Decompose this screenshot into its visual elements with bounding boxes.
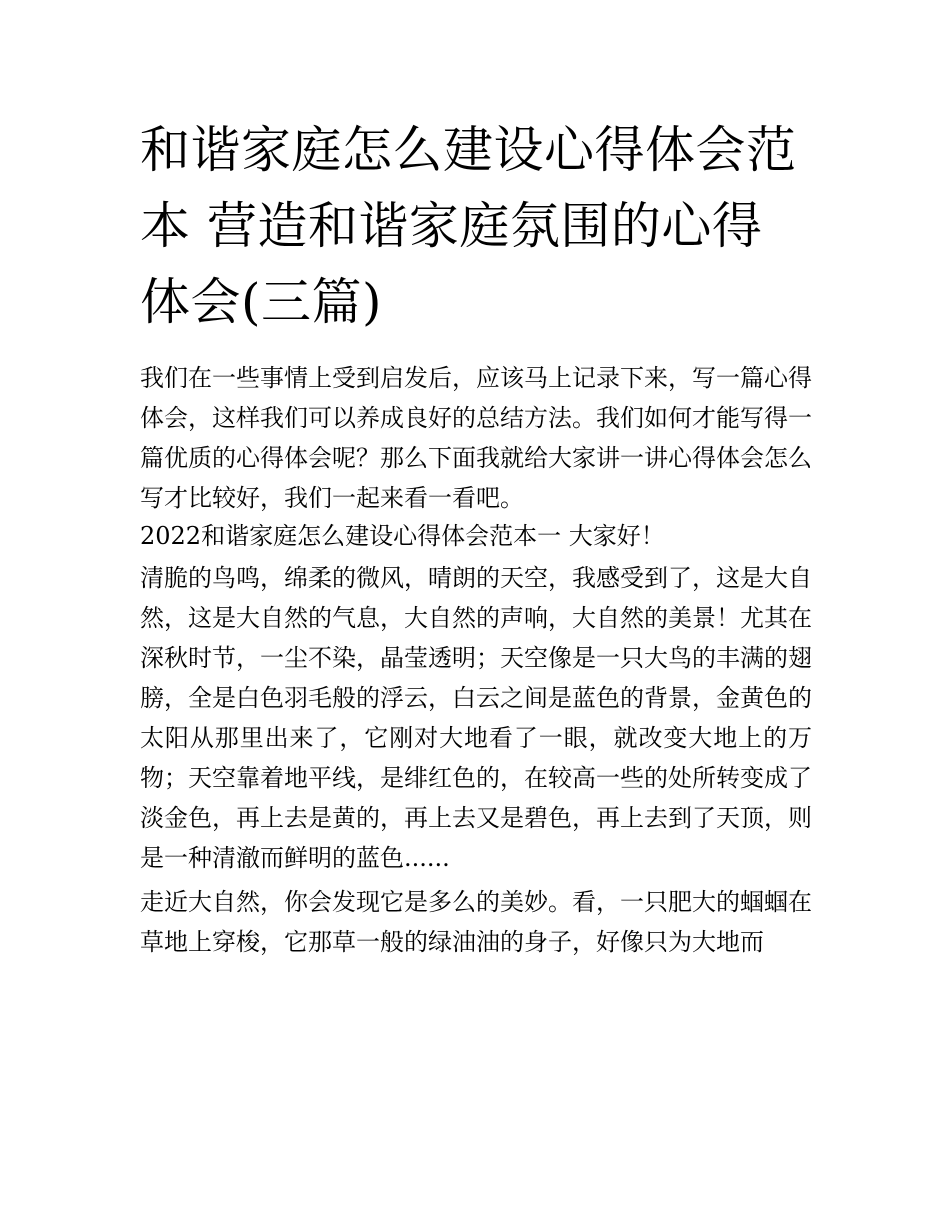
body-paragraph-approach-nature: 走近大自然，你会发现它是多么的美妙。看，一只肥大的蝈蝈在草地上穿梭，它那草一般的绿油油的身子，好像只为大地而: [140, 888, 812, 956]
document-title: 和谐家庭怎么建设心得体会范本 营造和谐家庭氛围的心得体会(三篇): [140, 121, 797, 331]
body-paragraph-nature: 清脆的鸟鸣，绵柔的微风，晴朗的天空，我感受到了，这是大自然，这是大自然的气息，大自然的声响，大自然的美景！尤其在深秋时节，一尘不染，晶莹透明；天空像是一只大鸟的丰满的翅膀，全是白色羽毛般的浮云，白云之间是蓝色的背景，金黄色的太阳从那里出来了，它刚对大地看了一眼，就改变大地上的万物；天空靠着地平线，是绯红色的，在较高一些的处所转变成了淡金色，再上去是黄的，再上去又是碧色，再上去到了天顶，则是一种清澈而鲜明的蓝色......: [140, 564, 812, 872]
document-page: [140, 112, 812, 962]
intro-paragraph: 我们在一些事情上受到启发后，应该马上记录下来，写一篇心得体会，这样我们可以养成良好的总结方法。我们如何才能写得一篇优质的心得体会呢？那么下面我就给大家讲一讲心得体会怎么写才比较好，我们一起来看一看吧。: [140, 364, 812, 512]
section-heading-paragraph: 2022和谐家庭怎么建设心得体会范本一 大家好！: [140, 522, 665, 550]
